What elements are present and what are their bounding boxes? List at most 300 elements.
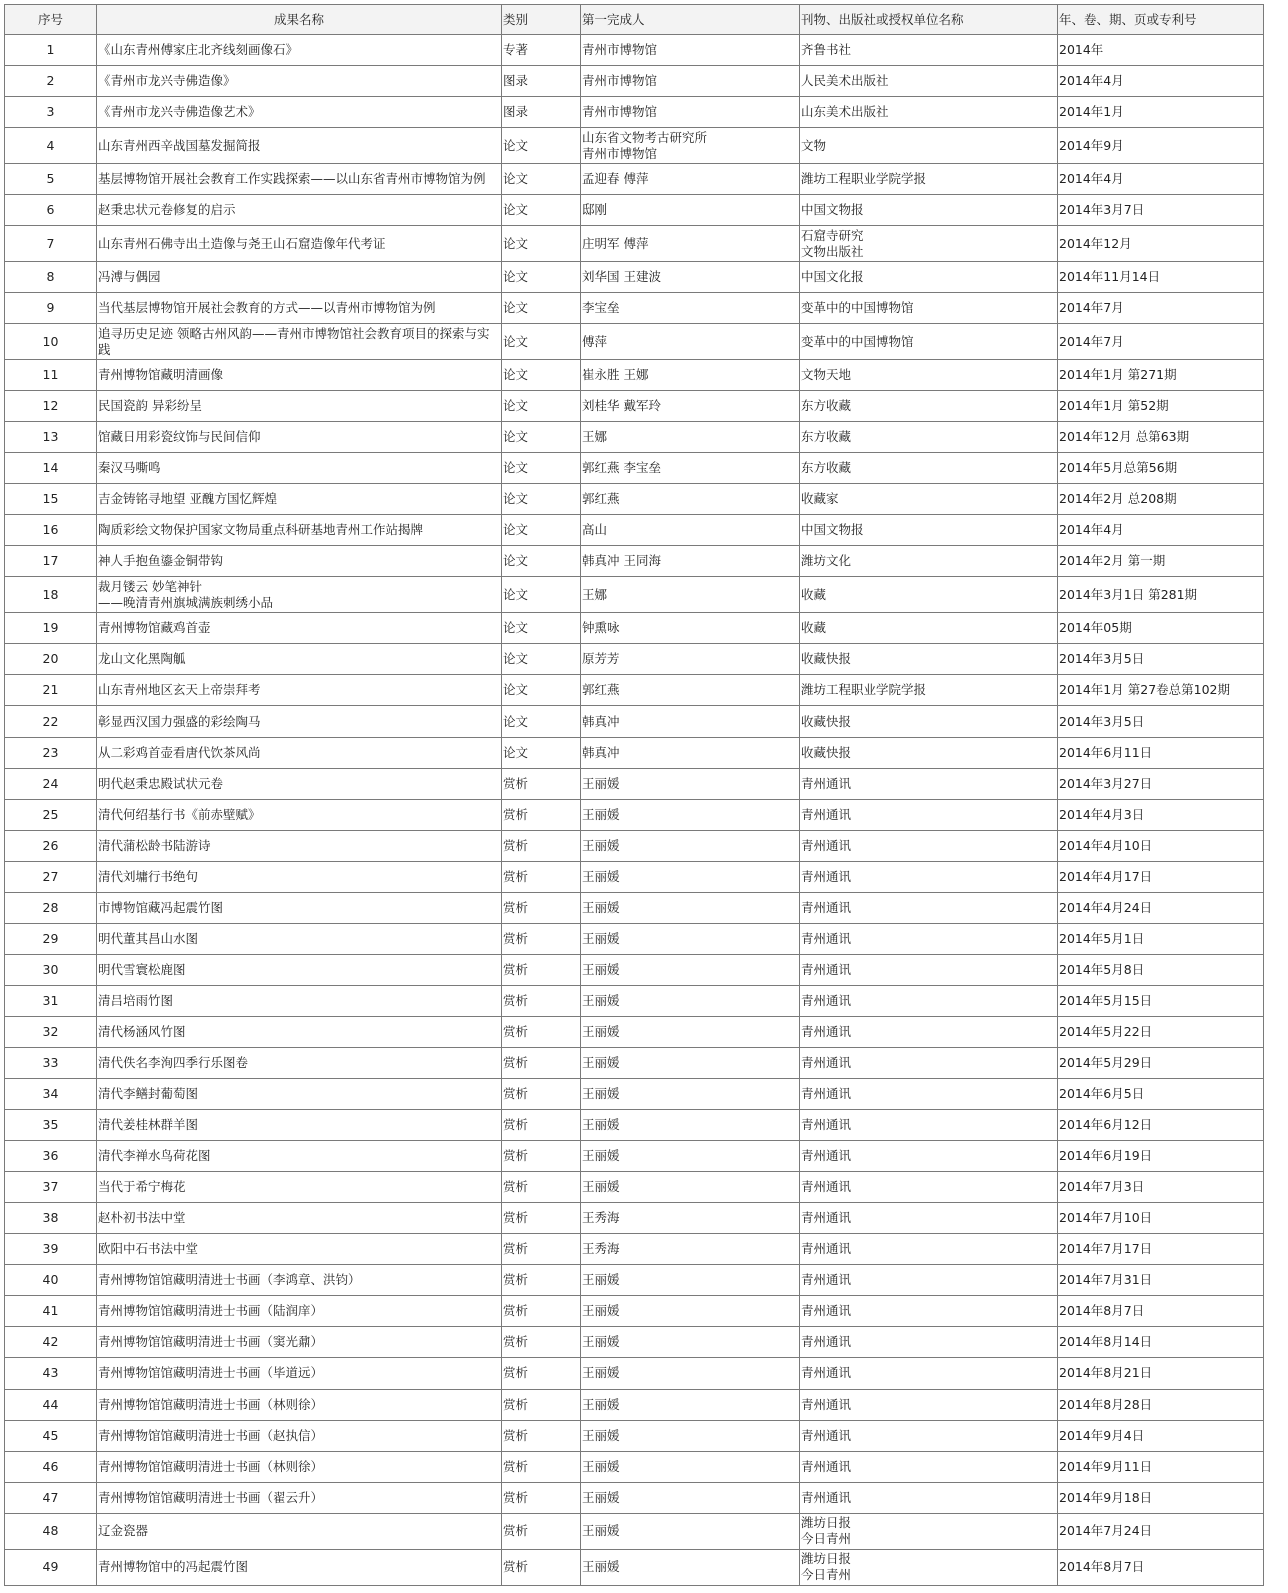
table-row (5, 1296, 1264, 1327)
cell-col-title: 青州博物馆馆藏明清进士书画（赵执信） (97, 1420, 502, 1451)
cell-col-category: 赏析 (502, 1141, 581, 1172)
cell-col-author: 王丽媛 (581, 768, 800, 799)
cell-col-title: 山东青州西辛战国墓发掘简报 (97, 128, 502, 164)
cell-col-category: 论文 (502, 644, 581, 675)
cell-col-date: 2014年4月 (1058, 66, 1264, 97)
cell-col-index: 4 (5, 128, 97, 164)
table-row (5, 1451, 1264, 1482)
cell-col-title: 清代刘墉行书绝句 (97, 861, 502, 892)
cell-col-publisher: 青州通讯 (800, 1110, 1058, 1141)
cell-col-publisher: 青州通讯 (800, 1172, 1058, 1203)
cell-col-index: 47 (5, 1482, 97, 1513)
table-row (5, 799, 1264, 830)
cell-col-date: 2014年6月19日 (1058, 1141, 1264, 1172)
cell-col-index: 6 (5, 195, 97, 226)
cell-col-date: 2014年7月3日 (1058, 1172, 1264, 1203)
cell-col-publisher: 收藏快报 (800, 644, 1058, 675)
cell-col-publisher: 青州通讯 (800, 1327, 1058, 1358)
cell-col-publisher: 青州通讯 (800, 1141, 1058, 1172)
cell-col-publisher: 潍坊日报 今日青州 (800, 1549, 1058, 1585)
table-row (5, 1234, 1264, 1265)
cell-col-title: 赵朴初书法中堂 (97, 1203, 502, 1234)
cell-col-title: 彰显西汉国力强盛的彩绘陶马 (97, 706, 502, 737)
header-col-author: 第一完成人 (581, 5, 800, 35)
table-row (5, 324, 1264, 360)
cell-col-category: 论文 (502, 484, 581, 515)
cell-col-category: 专著 (502, 35, 581, 66)
cell-col-date: 2014年1月 第271期 (1058, 360, 1264, 391)
cell-col-author: 王丽媛 (581, 1265, 800, 1296)
table-row (5, 1327, 1264, 1358)
cell-col-category: 赏析 (502, 1451, 581, 1482)
cell-col-title: 清代蒲松龄书陆游诗 (97, 830, 502, 861)
cell-col-author: 傅萍 (581, 324, 800, 360)
cell-col-category: 赏析 (502, 1358, 581, 1389)
cell-col-author: 原芳芳 (581, 644, 800, 675)
achievements-table (4, 4, 1264, 1586)
table-row (5, 484, 1264, 515)
cell-col-date: 2014年4月10日 (1058, 830, 1264, 861)
cell-col-date: 2014年5月总第56期 (1058, 453, 1264, 484)
cell-col-author: 王丽媛 (581, 1513, 800, 1549)
cell-col-title: 从二彩鸡首壶看唐代饮茶风尚 (97, 737, 502, 768)
cell-col-category: 论文 (502, 453, 581, 484)
cell-col-publisher: 青州通讯 (800, 768, 1058, 799)
table-row (5, 830, 1264, 861)
cell-col-title: 当代于希宁梅花 (97, 1172, 502, 1203)
cell-col-date: 2014年6月5日 (1058, 1079, 1264, 1110)
cell-col-index: 27 (5, 861, 97, 892)
cell-col-date: 2014年5月8日 (1058, 954, 1264, 985)
table-row (5, 164, 1264, 195)
cell-col-title: 辽金瓷器 (97, 1513, 502, 1549)
cell-col-author: 王秀海 (581, 1203, 800, 1234)
cell-col-publisher: 山东美术出版社 (800, 97, 1058, 128)
cell-col-author: 青州市博物馆 (581, 66, 800, 97)
cell-col-date: 2014年7月 (1058, 324, 1264, 360)
cell-col-index: 28 (5, 892, 97, 923)
cell-col-title: 山东青州石佛寺出土造像与尧王山石窟造像年代考证 (97, 226, 502, 262)
cell-col-publisher: 东方收藏 (800, 391, 1058, 422)
cell-col-index: 23 (5, 737, 97, 768)
table-row (5, 262, 1264, 293)
cell-col-index: 40 (5, 1265, 97, 1296)
cell-col-title: 明代赵秉忠殿试状元卷 (97, 768, 502, 799)
cell-col-date: 2014年2月 总208期 (1058, 484, 1264, 515)
cell-col-title: 青州博物馆馆藏明清进士书画（窦光鼐） (97, 1327, 502, 1358)
table-row (5, 1549, 1264, 1585)
cell-col-index: 46 (5, 1451, 97, 1482)
cell-col-title: 当代基层博物馆开展社会教育的方式——以青州市博物馆为例 (97, 293, 502, 324)
cell-col-index: 31 (5, 985, 97, 1016)
cell-col-index: 13 (5, 422, 97, 453)
cell-col-publisher: 收藏快报 (800, 737, 1058, 768)
cell-col-index: 12 (5, 391, 97, 422)
cell-col-publisher: 青州通讯 (800, 892, 1058, 923)
cell-col-date: 2014年2月 第一期 (1058, 546, 1264, 577)
cell-col-title: 赵秉忠状元卷修复的启示 (97, 195, 502, 226)
cell-col-date: 2014年7月24日 (1058, 1513, 1264, 1549)
cell-col-category: 赏析 (502, 1513, 581, 1549)
cell-col-date: 2014年1月 第27卷总第102期 (1058, 675, 1264, 706)
cell-col-author: 王丽媛 (581, 1048, 800, 1079)
cell-col-date: 2014年 (1058, 35, 1264, 66)
cell-col-index: 8 (5, 262, 97, 293)
cell-col-index: 18 (5, 577, 97, 613)
cell-col-title: 清代佚名李洵四季行乐图卷 (97, 1048, 502, 1079)
cell-col-title: 清代李鳝封葡萄图 (97, 1079, 502, 1110)
cell-col-index: 32 (5, 1016, 97, 1047)
cell-col-date: 2014年6月12日 (1058, 1110, 1264, 1141)
cell-col-category: 赏析 (502, 1420, 581, 1451)
cell-col-author: 山东省文物考古研究所 青州市博物馆 (581, 128, 800, 164)
cell-col-category: 赏析 (502, 923, 581, 954)
cell-col-category: 论文 (502, 195, 581, 226)
cell-col-publisher: 青州通讯 (800, 985, 1058, 1016)
table-row (5, 892, 1264, 923)
cell-col-publisher: 变革中的中国博物馆 (800, 324, 1058, 360)
cell-col-date: 2014年12月 (1058, 226, 1264, 262)
cell-col-index: 5 (5, 164, 97, 195)
cell-col-title: 基层博物馆开展社会教育工作实践探索——以山东省青州市博物馆为例 (97, 164, 502, 195)
cell-col-title: 吉金铸铭寻地望 亚醜方国忆辉煌 (97, 484, 502, 515)
cell-col-category: 论文 (502, 226, 581, 262)
table-row (5, 1389, 1264, 1420)
cell-col-date: 2014年7月17日 (1058, 1234, 1264, 1265)
cell-col-category: 赏析 (502, 1549, 581, 1585)
cell-col-title: 民国瓷韵 异彩纷呈 (97, 391, 502, 422)
table-row (5, 195, 1264, 226)
cell-col-publisher: 青州通讯 (800, 1451, 1058, 1482)
cell-col-author: 邸刚 (581, 195, 800, 226)
cell-col-date: 2014年1月 第52期 (1058, 391, 1264, 422)
cell-col-publisher: 东方收藏 (800, 453, 1058, 484)
cell-col-date: 2014年4月 (1058, 515, 1264, 546)
cell-col-index: 11 (5, 360, 97, 391)
cell-col-publisher: 青州通讯 (800, 1389, 1058, 1420)
cell-col-publisher: 青州通讯 (800, 861, 1058, 892)
cell-col-index: 17 (5, 546, 97, 577)
cell-col-author: 王丽媛 (581, 1549, 800, 1585)
table-row (5, 35, 1264, 66)
cell-col-index: 37 (5, 1172, 97, 1203)
cell-col-category: 赏析 (502, 830, 581, 861)
cell-col-author: 郭红燕 (581, 484, 800, 515)
cell-col-author: 崔永胜 王娜 (581, 360, 800, 391)
cell-col-date: 2014年5月15日 (1058, 985, 1264, 1016)
cell-col-title: 明代董其昌山水图 (97, 923, 502, 954)
cell-col-category: 赏析 (502, 1296, 581, 1327)
cell-col-category: 论文 (502, 164, 581, 195)
cell-col-author: 王丽媛 (581, 1420, 800, 1451)
cell-col-title: 冯溥与偶园 (97, 262, 502, 293)
cell-col-publisher: 收藏 (800, 613, 1058, 644)
cell-col-title: 青州博物馆馆藏明清进士书画（翟云升） (97, 1482, 502, 1513)
cell-col-publisher: 潍坊工程职业学院学报 (800, 675, 1058, 706)
cell-col-author: 王丽媛 (581, 1358, 800, 1389)
cell-col-publisher: 文物天地 (800, 360, 1058, 391)
cell-col-index: 34 (5, 1079, 97, 1110)
cell-col-publisher: 收藏家 (800, 484, 1058, 515)
cell-col-date: 2014年7月31日 (1058, 1265, 1264, 1296)
cell-col-index: 43 (5, 1358, 97, 1389)
cell-col-title: 清代李禅水鸟荷花图 (97, 1141, 502, 1172)
table-row (5, 1016, 1264, 1047)
cell-col-index: 3 (5, 97, 97, 128)
cell-col-author: 王丽媛 (581, 1079, 800, 1110)
cell-col-author: 王娜 (581, 422, 800, 453)
cell-col-date: 2014年6月11日 (1058, 737, 1264, 768)
cell-col-title: 《青州市龙兴寺佛造像艺术》 (97, 97, 502, 128)
header-col-index: 序号 (5, 5, 97, 35)
cell-col-author: 王丽媛 (581, 1141, 800, 1172)
cell-col-author: 刘桂华 戴军玲 (581, 391, 800, 422)
cell-col-category: 论文 (502, 360, 581, 391)
cell-col-date: 2014年05期 (1058, 613, 1264, 644)
table-row (5, 66, 1264, 97)
cell-col-author: 郭红燕 李宝垒 (581, 453, 800, 484)
cell-col-date: 2014年5月1日 (1058, 923, 1264, 954)
cell-col-date: 2014年9月 (1058, 128, 1264, 164)
cell-col-category: 赏析 (502, 1389, 581, 1420)
table-row (5, 644, 1264, 675)
cell-col-publisher: 潍坊工程职业学院学报 (800, 164, 1058, 195)
cell-col-author: 青州市博物馆 (581, 35, 800, 66)
table-row (5, 768, 1264, 799)
cell-col-title: 秦汉马嘶鸣 (97, 453, 502, 484)
cell-col-index: 41 (5, 1296, 97, 1327)
cell-col-date: 2014年3月5日 (1058, 706, 1264, 737)
cell-col-publisher: 石窟寺研究 文物出版社 (800, 226, 1058, 262)
cell-col-index: 2 (5, 66, 97, 97)
cell-col-publisher: 青州通讯 (800, 799, 1058, 830)
cell-col-publisher: 青州通讯 (800, 1234, 1058, 1265)
cell-col-date: 2014年3月1日 第281期 (1058, 577, 1264, 613)
cell-col-title: 神人手抱鱼鎏金铜带钩 (97, 546, 502, 577)
cell-col-date: 2014年9月4日 (1058, 1420, 1264, 1451)
cell-col-publisher: 东方收藏 (800, 422, 1058, 453)
cell-col-category: 赏析 (502, 985, 581, 1016)
cell-col-category: 赏析 (502, 892, 581, 923)
cell-col-date: 2014年8月14日 (1058, 1327, 1264, 1358)
table-row (5, 706, 1264, 737)
cell-col-index: 22 (5, 706, 97, 737)
cell-col-index: 7 (5, 226, 97, 262)
cell-col-author: 王丽媛 (581, 1016, 800, 1047)
cell-col-publisher: 中国文物报 (800, 515, 1058, 546)
cell-col-date: 2014年8月28日 (1058, 1389, 1264, 1420)
cell-col-index: 29 (5, 923, 97, 954)
table-row (5, 954, 1264, 985)
cell-col-category: 论文 (502, 706, 581, 737)
cell-col-author: 青州市博物馆 (581, 97, 800, 128)
cell-col-category: 论文 (502, 324, 581, 360)
table-row (5, 1172, 1264, 1203)
cell-col-title: 青州博物馆馆藏明清进士书画（林则徐） (97, 1451, 502, 1482)
cell-col-category: 赏析 (502, 1048, 581, 1079)
cell-col-author: 韩真冲 (581, 706, 800, 737)
cell-col-author: 刘华国 王建波 (581, 262, 800, 293)
cell-col-publisher: 青州通讯 (800, 1265, 1058, 1296)
cell-col-author: 王丽媛 (581, 954, 800, 985)
table-row (5, 128, 1264, 164)
cell-col-index: 21 (5, 675, 97, 706)
cell-col-title: 清吕培雨竹图 (97, 985, 502, 1016)
table-row (5, 422, 1264, 453)
cell-col-title: 欧阳中石书法中堂 (97, 1234, 502, 1265)
cell-col-category: 赏析 (502, 1234, 581, 1265)
cell-col-title: 青州博物馆中的冯起震竹图 (97, 1549, 502, 1585)
cell-col-author: 王秀海 (581, 1234, 800, 1265)
table-row (5, 1141, 1264, 1172)
cell-col-title: 裁月镂云 妙笔神针 ——晚清青州旗城满族刺绣小品 (97, 577, 502, 613)
cell-col-publisher: 中国文化报 (800, 262, 1058, 293)
cell-col-index: 30 (5, 954, 97, 985)
cell-col-author: 孟迎春 傅萍 (581, 164, 800, 195)
table-row (5, 861, 1264, 892)
table-row (5, 1203, 1264, 1234)
cell-col-title: 青州博物馆馆藏明清进士书画（林则徐） (97, 1389, 502, 1420)
table-row (5, 985, 1264, 1016)
cell-col-title: 青州博物馆藏明清画像 (97, 360, 502, 391)
header-col-category: 类别 (502, 5, 581, 35)
cell-col-index: 33 (5, 1048, 97, 1079)
cell-col-index: 36 (5, 1141, 97, 1172)
cell-col-title: 陶质彩绘文物保护国家文物局重点科研基地青州工作站揭牌 (97, 515, 502, 546)
cell-col-title: 市博物馆藏冯起震竹图 (97, 892, 502, 923)
cell-col-category: 赏析 (502, 954, 581, 985)
cell-col-date: 2014年8月7日 (1058, 1296, 1264, 1327)
header-col-publisher: 刊物、出版社或授权单位名称 (800, 5, 1058, 35)
cell-col-publisher: 青州通讯 (800, 1482, 1058, 1513)
cell-col-category: 论文 (502, 577, 581, 613)
table-row (5, 293, 1264, 324)
cell-col-category: 赏析 (502, 1110, 581, 1141)
cell-col-date: 2014年9月18日 (1058, 1482, 1264, 1513)
table-row (5, 515, 1264, 546)
cell-col-publisher: 青州通讯 (800, 1296, 1058, 1327)
header-col-date: 年、卷、期、页或专利号 (1058, 5, 1264, 35)
cell-col-index: 39 (5, 1234, 97, 1265)
table-row (5, 226, 1264, 262)
cell-col-author: 王丽媛 (581, 830, 800, 861)
cell-col-date: 2014年4月17日 (1058, 861, 1264, 892)
cell-col-index: 20 (5, 644, 97, 675)
cell-col-publisher: 青州通讯 (800, 1079, 1058, 1110)
cell-col-date: 2014年7月 (1058, 293, 1264, 324)
cell-col-author: 王丽媛 (581, 1110, 800, 1141)
cell-col-publisher: 人民美术出版社 (800, 66, 1058, 97)
cell-col-index: 25 (5, 799, 97, 830)
cell-col-publisher: 青州通讯 (800, 1203, 1058, 1234)
cell-col-date: 2014年5月22日 (1058, 1016, 1264, 1047)
cell-col-title: 龙山文化黑陶觚 (97, 644, 502, 675)
header-col-title: 成果名称 (97, 5, 502, 35)
table-header-row (5, 5, 1264, 35)
cell-col-index: 26 (5, 830, 97, 861)
cell-col-publisher: 青州通讯 (800, 1048, 1058, 1079)
cell-col-author: 王丽媛 (581, 799, 800, 830)
cell-col-author: 王丽媛 (581, 1451, 800, 1482)
cell-col-author: 郭红燕 (581, 675, 800, 706)
cell-col-category: 赏析 (502, 1482, 581, 1513)
cell-col-title: 《青州市龙兴寺佛造像》 (97, 66, 502, 97)
cell-col-publisher: 变革中的中国博物馆 (800, 293, 1058, 324)
cell-col-publisher: 文物 (800, 128, 1058, 164)
cell-col-publisher: 潍坊日报 今日青州 (800, 1513, 1058, 1549)
cell-col-date: 2014年3月5日 (1058, 644, 1264, 675)
cell-col-author: 李宝垒 (581, 293, 800, 324)
cell-col-index: 24 (5, 768, 97, 799)
cell-col-author: 王丽媛 (581, 861, 800, 892)
cell-col-title: 《山东青州傅家庄北齐线刻画像石》 (97, 35, 502, 66)
cell-col-title: 馆藏日用彩瓷纹饰与民间信仰 (97, 422, 502, 453)
cell-col-title: 追寻历史足迹 领略古州风韵——青州市博物馆社会教育项目的探索与实践 (97, 324, 502, 360)
cell-col-category: 论文 (502, 546, 581, 577)
cell-col-date: 2014年9月11日 (1058, 1451, 1264, 1482)
cell-col-author: 高山 (581, 515, 800, 546)
cell-col-author: 王娜 (581, 577, 800, 613)
cell-col-date: 2014年4月24日 (1058, 892, 1264, 923)
cell-col-date: 2014年1月 (1058, 97, 1264, 128)
cell-col-date: 2014年4月3日 (1058, 799, 1264, 830)
cell-col-publisher: 青州通讯 (800, 954, 1058, 985)
cell-col-index: 49 (5, 1549, 97, 1585)
table-row (5, 360, 1264, 391)
cell-col-date: 2014年8月21日 (1058, 1358, 1264, 1389)
cell-col-title: 清代何绍基行书《前赤壁赋》 (97, 799, 502, 830)
cell-col-category: 赏析 (502, 1079, 581, 1110)
cell-col-category: 赏析 (502, 1265, 581, 1296)
table-body (5, 35, 1264, 1586)
cell-col-author: 庄明军 傅萍 (581, 226, 800, 262)
table-row (5, 675, 1264, 706)
cell-col-author: 王丽媛 (581, 892, 800, 923)
cell-col-date: 2014年7月10日 (1058, 1203, 1264, 1234)
cell-col-title: 清代姜桂林群羊图 (97, 1110, 502, 1141)
cell-col-date: 2014年11月14日 (1058, 262, 1264, 293)
cell-col-author: 韩真冲 王同海 (581, 546, 800, 577)
cell-col-index: 14 (5, 453, 97, 484)
table-row (5, 1482, 1264, 1513)
cell-col-author: 王丽媛 (581, 1296, 800, 1327)
table-row (5, 1110, 1264, 1141)
cell-col-publisher: 潍坊文化 (800, 546, 1058, 577)
cell-col-category: 论文 (502, 422, 581, 453)
cell-col-author: 王丽媛 (581, 985, 800, 1016)
cell-col-category: 赏析 (502, 1327, 581, 1358)
cell-col-category: 图录 (502, 97, 581, 128)
table-row (5, 1079, 1264, 1110)
cell-col-author: 王丽媛 (581, 1172, 800, 1203)
cell-col-index: 9 (5, 293, 97, 324)
cell-col-category: 赏析 (502, 1172, 581, 1203)
table-row (5, 1048, 1264, 1079)
cell-col-category: 赏析 (502, 768, 581, 799)
table-row (5, 737, 1264, 768)
cell-col-publisher: 齐鲁书社 (800, 35, 1058, 66)
cell-col-date: 2014年3月7日 (1058, 195, 1264, 226)
cell-col-author: 王丽媛 (581, 923, 800, 954)
cell-col-publisher: 青州通讯 (800, 923, 1058, 954)
cell-col-category: 论文 (502, 613, 581, 644)
cell-col-title: 青州博物馆馆藏明清进士书画（李鸿章、洪钧） (97, 1265, 502, 1296)
cell-col-author: 王丽媛 (581, 1482, 800, 1513)
cell-col-category: 赏析 (502, 1203, 581, 1234)
cell-col-publisher: 青州通讯 (800, 1016, 1058, 1047)
cell-col-category: 论文 (502, 128, 581, 164)
cell-col-index: 48 (5, 1513, 97, 1549)
